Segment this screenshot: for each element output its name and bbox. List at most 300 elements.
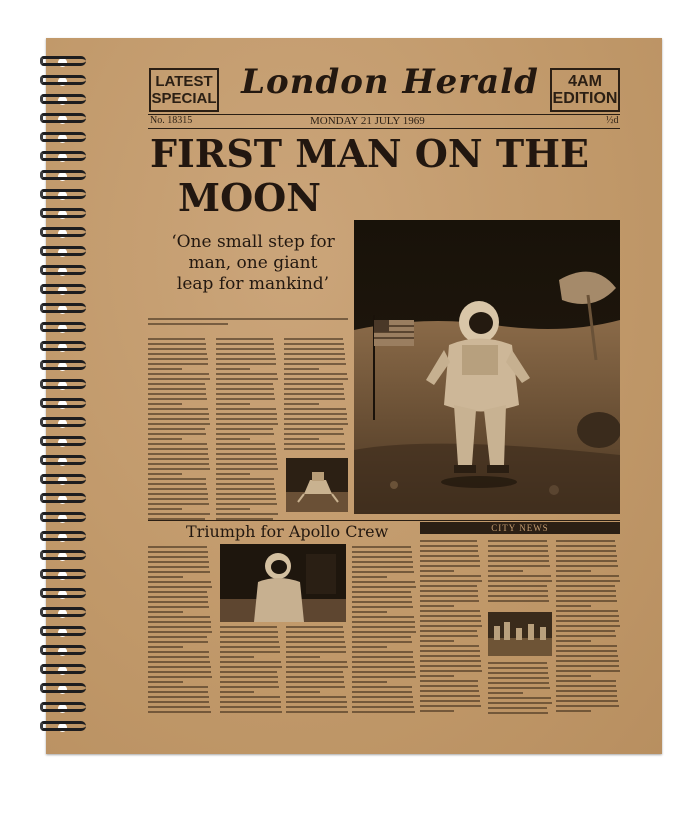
city-news-banner: CITY NEWS <box>420 522 620 534</box>
text-line <box>216 428 273 430</box>
text-line <box>148 368 182 370</box>
spiral-coil <box>40 721 86 731</box>
text-line <box>220 661 281 663</box>
text-line <box>216 373 277 375</box>
text-line <box>556 665 619 667</box>
issue-number: No. 18315 <box>150 115 193 126</box>
text-line <box>284 423 348 425</box>
text-line <box>352 706 414 708</box>
text-line <box>284 428 343 430</box>
spiral-coil <box>40 455 86 465</box>
text-line <box>148 423 210 425</box>
spiral-binding <box>40 50 90 750</box>
latest-special-box <box>149 68 219 112</box>
text-line <box>216 358 276 360</box>
text-line <box>216 413 277 415</box>
spiral-coil <box>40 246 86 256</box>
text-line <box>420 705 481 707</box>
text-line <box>286 626 343 628</box>
text-line <box>148 641 208 643</box>
text-line <box>352 631 416 633</box>
text-line <box>286 646 346 648</box>
date-rule-bottom <box>148 128 620 129</box>
text-line <box>488 595 548 597</box>
text-line <box>352 676 416 678</box>
text-line <box>148 338 205 340</box>
masthead-title: London Herald <box>241 62 539 102</box>
spiral-coil <box>40 607 86 617</box>
text-line <box>488 555 549 557</box>
text-line <box>352 711 415 713</box>
text-line <box>420 565 480 567</box>
text-line <box>420 550 478 552</box>
text-line <box>284 418 347 420</box>
text-line <box>220 631 278 633</box>
text-line <box>148 551 208 553</box>
text-line <box>556 640 591 642</box>
text-line <box>148 373 209 375</box>
text-line <box>284 438 319 440</box>
triumph-column-3 <box>286 626 348 718</box>
text-line <box>216 408 276 410</box>
text-line <box>220 711 282 713</box>
spiral-coil <box>40 265 86 275</box>
text-line <box>420 590 478 592</box>
text-line <box>148 463 209 465</box>
text-line <box>284 408 346 410</box>
text-line <box>286 651 346 653</box>
text-line <box>216 513 278 515</box>
text-line <box>284 368 319 370</box>
text-line <box>352 681 387 683</box>
spiral-coil <box>40 664 86 674</box>
text-line <box>286 686 345 688</box>
city-column-1 <box>420 540 482 718</box>
text-line <box>220 676 278 678</box>
text-line <box>286 661 347 663</box>
text-line <box>556 565 618 567</box>
spiral-coil <box>40 493 86 503</box>
text-line <box>220 696 280 698</box>
text-line <box>420 675 454 677</box>
text-line <box>352 601 412 603</box>
text-line <box>148 676 212 678</box>
spiral-coil <box>40 189 86 199</box>
headline <box>150 132 630 220</box>
text-line <box>284 448 345 450</box>
text-line <box>148 403 182 405</box>
quote-line2: man, one giant <box>188 253 318 273</box>
text-line <box>352 646 387 648</box>
text-line <box>216 338 273 340</box>
text-line <box>420 605 454 607</box>
text-line <box>148 611 183 613</box>
text-line <box>148 711 211 713</box>
text-line <box>220 706 281 708</box>
text-line <box>420 600 479 602</box>
text-line <box>148 586 212 588</box>
text-line <box>148 448 208 450</box>
text-line <box>352 556 412 558</box>
text-line <box>148 651 209 653</box>
text-line <box>216 418 277 420</box>
text-line <box>148 691 208 693</box>
text-line <box>286 656 320 658</box>
headline-line2: MOON <box>178 175 322 220</box>
text-line <box>420 610 480 612</box>
text-line <box>216 468 278 470</box>
triumph-column-4 <box>352 546 416 718</box>
text-line <box>488 682 549 684</box>
text-line <box>488 712 548 714</box>
text-line <box>148 383 205 385</box>
dateline-date: MONDAY 21 JULY 1969 <box>310 115 425 127</box>
text-line <box>284 348 344 350</box>
text-line <box>556 625 620 627</box>
text-line <box>284 373 347 375</box>
text-line <box>216 393 274 395</box>
spiral-coil <box>40 151 86 161</box>
text-line <box>286 711 348 713</box>
text-line <box>148 681 183 683</box>
text-line <box>148 393 206 395</box>
text-line <box>284 363 346 365</box>
edition-line2: EDITION <box>552 90 618 107</box>
text-line <box>284 393 344 395</box>
text-line <box>420 660 481 662</box>
text-line <box>220 656 254 658</box>
text-line <box>556 710 591 712</box>
latest-special-line1: LATEST <box>155 73 213 90</box>
spiral-coil <box>40 322 86 332</box>
text-line <box>286 666 348 668</box>
text-line <box>352 641 412 643</box>
text-line <box>488 560 549 562</box>
text-line <box>148 493 208 495</box>
text-line <box>220 686 279 688</box>
text-line <box>556 655 618 657</box>
city-column-4 <box>556 540 620 718</box>
spiral-coil <box>40 398 86 408</box>
text-line <box>286 671 343 673</box>
article-column-3 <box>284 338 348 452</box>
text-line <box>216 488 275 490</box>
spiral-coil <box>40 284 86 294</box>
text-line <box>488 687 550 689</box>
text-line <box>556 570 591 572</box>
text-line <box>284 403 319 405</box>
text-line <box>148 363 208 365</box>
text-line <box>352 656 413 658</box>
article-column-1 <box>148 338 210 524</box>
text-line <box>352 606 413 608</box>
text-line <box>420 585 477 587</box>
text-line <box>148 438 182 440</box>
text-line <box>352 701 413 703</box>
text-line <box>216 493 276 495</box>
text-line <box>216 363 276 365</box>
text-line <box>220 681 278 683</box>
text-line <box>220 701 281 703</box>
text-line <box>352 691 412 693</box>
text-line <box>556 550 616 552</box>
text-line <box>216 348 274 350</box>
text-line <box>216 383 273 385</box>
text-line <box>216 433 274 435</box>
text-line <box>148 656 209 658</box>
text-line <box>220 646 280 648</box>
text-line <box>420 695 480 697</box>
pull-quote <box>148 232 358 295</box>
text-line <box>420 630 477 632</box>
text-line <box>216 423 278 425</box>
text-line <box>148 428 205 430</box>
text-line <box>556 700 618 702</box>
text-line <box>352 551 412 553</box>
text-line <box>488 565 550 567</box>
text-line <box>148 706 210 708</box>
text-line <box>556 635 616 637</box>
text-line <box>488 677 549 679</box>
text-line <box>286 696 346 698</box>
text-line <box>148 418 209 420</box>
latest-special-line2: SPECIAL <box>151 90 217 107</box>
text-line <box>286 701 347 703</box>
spiral-coil <box>40 550 86 560</box>
text-line <box>352 661 414 663</box>
text-line <box>556 560 617 562</box>
spiral-coil <box>40 208 86 218</box>
text-line <box>488 540 547 542</box>
text-line <box>352 686 412 688</box>
text-line <box>220 641 279 643</box>
spiral-coil <box>40 94 86 104</box>
text-line <box>148 606 209 608</box>
text-line <box>148 473 182 475</box>
text-line <box>148 353 207 355</box>
edition-line1: 4AM <box>568 73 602 90</box>
headline-line1: FIRST MAN ON THE <box>150 131 590 176</box>
text-line <box>220 691 254 693</box>
text-line <box>556 645 617 647</box>
text-line <box>148 343 206 345</box>
text-line <box>148 621 211 623</box>
text-line <box>556 615 619 617</box>
text-line <box>556 580 620 582</box>
spiral-coil <box>40 569 86 579</box>
text-line <box>420 640 454 642</box>
text-line <box>148 503 209 505</box>
text-line <box>420 665 481 667</box>
text-line <box>420 595 478 597</box>
spiral-coil <box>40 113 86 123</box>
text-line <box>488 662 547 664</box>
text-line <box>488 575 551 577</box>
text-line <box>148 378 210 380</box>
lunar-module-photo <box>286 458 348 512</box>
text-line <box>148 546 207 548</box>
text-line <box>420 680 478 682</box>
text-line <box>556 595 616 597</box>
text-line <box>352 576 387 578</box>
text-line <box>148 636 207 638</box>
text-line <box>556 680 616 682</box>
text-line <box>148 581 211 583</box>
main-astronaut-photo <box>354 220 620 514</box>
spiral-coil <box>40 645 86 655</box>
spiral-coil <box>40 360 86 370</box>
text-line <box>352 586 416 588</box>
text-line <box>420 670 482 672</box>
text-line <box>352 596 412 598</box>
spiral-coil <box>40 531 86 541</box>
text-line <box>352 636 411 638</box>
text-line <box>556 675 591 677</box>
text-line <box>556 575 619 577</box>
text-line <box>286 706 347 708</box>
text-line <box>220 626 277 628</box>
text-line <box>148 398 207 400</box>
text-line <box>216 478 274 480</box>
text-line <box>352 581 415 583</box>
text-line <box>286 676 344 678</box>
text-line <box>148 513 210 515</box>
text-line <box>216 378 278 380</box>
text-line <box>352 591 411 593</box>
text-line <box>148 631 212 633</box>
text-line <box>556 540 615 542</box>
spiral-coil <box>40 588 86 598</box>
text-line <box>284 433 344 435</box>
text-line <box>352 671 415 673</box>
spiral-coil <box>40 683 86 693</box>
text-line <box>148 468 210 470</box>
text-line <box>216 403 250 405</box>
text-line <box>148 561 209 563</box>
text-line <box>148 591 207 593</box>
text-line <box>220 636 278 638</box>
text-line <box>352 616 414 618</box>
text-line <box>148 443 207 445</box>
text-line <box>556 650 617 652</box>
text-line <box>420 645 479 647</box>
text-line <box>148 596 208 598</box>
text-line <box>148 576 183 578</box>
text-line <box>148 408 208 410</box>
text-line <box>216 443 275 445</box>
spiral-coil <box>40 626 86 636</box>
text-line <box>216 473 250 475</box>
crew-astronaut-photo <box>220 544 346 622</box>
text-line <box>488 550 548 552</box>
quote-line1: ‘One small step for <box>171 232 335 252</box>
text-line <box>352 666 415 668</box>
spiral-coil <box>40 379 86 389</box>
text-line <box>352 611 387 613</box>
text-line <box>148 601 208 603</box>
text-line <box>488 707 547 709</box>
text-line <box>216 503 277 505</box>
text-line <box>148 458 209 460</box>
text-line <box>420 575 481 577</box>
text-line <box>420 615 481 617</box>
text-line <box>148 498 208 500</box>
text-line <box>420 650 480 652</box>
text-line <box>556 630 615 632</box>
text-line <box>148 388 206 390</box>
text-line <box>420 555 479 557</box>
spiral-coil <box>40 56 86 66</box>
text-line <box>148 413 209 415</box>
text-line <box>556 605 591 607</box>
text-line <box>148 701 209 703</box>
text-line <box>148 571 210 573</box>
text-line <box>216 388 274 390</box>
text-line <box>556 600 617 602</box>
text-line <box>420 710 454 712</box>
text-line <box>148 661 210 663</box>
spiral-coil <box>40 227 86 237</box>
text-line <box>148 566 209 568</box>
text-line <box>556 670 620 672</box>
text-line <box>284 413 347 415</box>
spiral-coil <box>40 436 86 446</box>
edition-box <box>550 68 620 112</box>
text-line <box>556 585 615 587</box>
text-line <box>488 697 551 699</box>
text-line <box>352 571 414 573</box>
text-line <box>352 566 413 568</box>
text-line <box>284 443 345 445</box>
spiral-coil <box>40 417 86 427</box>
text-line <box>420 545 478 547</box>
text-line <box>148 348 206 350</box>
text-line <box>148 508 182 510</box>
text-line <box>420 540 477 542</box>
text-line <box>556 660 619 662</box>
text-line <box>488 702 552 704</box>
text-line <box>488 667 548 669</box>
text-line <box>488 600 549 602</box>
text-line <box>216 368 250 370</box>
text-line <box>556 610 618 612</box>
text-line <box>284 343 344 345</box>
text-line <box>488 590 548 592</box>
text-line <box>216 398 275 400</box>
photo-caption <box>148 318 348 330</box>
text-line <box>420 625 482 627</box>
text-line <box>488 692 523 694</box>
city-column-2 <box>488 540 552 608</box>
text-line <box>420 685 478 687</box>
text-line <box>148 626 211 628</box>
text-line <box>420 655 480 657</box>
city-news-photo <box>488 612 552 656</box>
text-line <box>216 463 277 465</box>
spiral-coil <box>40 341 86 351</box>
text-line <box>284 378 348 380</box>
text-line <box>284 338 343 340</box>
text-line <box>556 690 617 692</box>
text-line <box>148 666 211 668</box>
text-line <box>352 621 415 623</box>
triumph-column-2 <box>220 626 282 718</box>
text-line <box>220 666 282 668</box>
text-line <box>148 358 208 360</box>
text-line <box>556 695 617 697</box>
text-line <box>352 626 415 628</box>
text-line <box>420 690 479 692</box>
